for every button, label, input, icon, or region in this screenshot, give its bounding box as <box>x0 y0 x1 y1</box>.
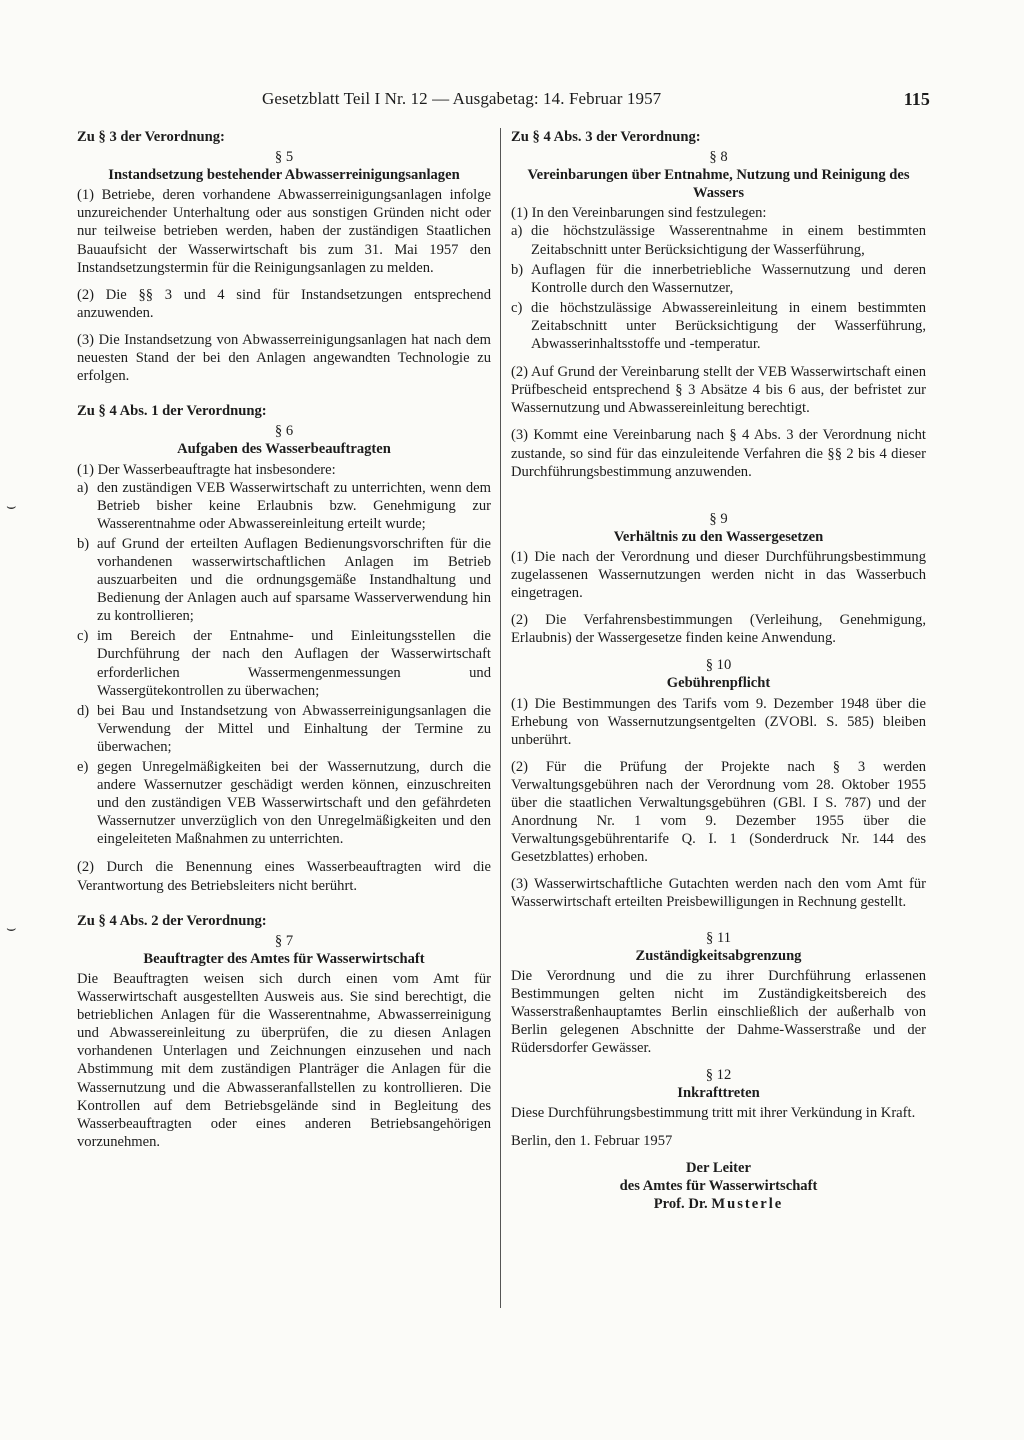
list-item <box>77 758 491 848</box>
paragraph-text: (3) Die Instandsetzung von Abwasserreinigungsanlagen hat nach dem neuesten Stand der bei den Anlagen angewandten Technologie zu erfolgen. <box>77 331 491 385</box>
paragraph-text: (2) Die Verfahrensbestimmungen (Verleihung, Genehmigung, Erlaubnis) der Wassergesetze finden keine Anwendung. <box>511 612 926 647</box>
paragraph-number: § 7 <box>274 932 294 949</box>
list-item-label: e) <box>77 759 89 775</box>
paragraph-text: (2) Für die Prüfung der Projekte nach § 3 werden Verwaltungsgebühren nach der Verordnung vom 28. Oktober 1955 über die staatlichen Verwaltungsgebühren (GBl. I S. 787) und der Anordnung Nr. 1 vom 9. Dezember 1955 über die Verwaltungsgebührentarife Q. I. 1 (Sonderdruck Nr. 144 des Gesetzblattes) erhoben. <box>511 758 926 866</box>
list-item-label: b) <box>511 261 524 278</box>
section-reference: Zu § 4 Abs. 1 der Verordnung: <box>77 403 267 420</box>
column-divider <box>500 128 501 1308</box>
paragraph-text: (1) Betriebe, deren vorhandene Abwasserreinigungsanlagen infolge unzureichender Unterhaltung oder aus sonstigen Gründen nicht oder nur teilweise betrieben werden, haben der zuständigen Staatlichen Bauaufsicht der Wasserwirtschaft bis zum 31. Mai 1957 den Instandsetzungstermin für die Reinigungsanlagen zu melden. <box>77 187 491 276</box>
list-item <box>77 702 491 756</box>
paragraph-number: § 10 <box>705 657 732 674</box>
list-item-text: gegen Unregelmäßigkeiten bei der Wassernutzung, durch die andere Wassernutzer geschädigt werden können, einzuschreiten und den zuständigen VEB Wasserwirtschaft und den gefährdeten Wassernutzer unverzüglich von den Unregelmäßigkeiten und den eingeleiteten Maßnahmen zu unterrichten. <box>97 759 491 848</box>
list-item <box>77 535 491 625</box>
paragraph-text: Diese Durchführungsbestimmung tritt mit ihrer Verkündung in Kraft. <box>511 1105 916 1122</box>
paragraph-title: Aufgaben des Wasserbeauftragten <box>177 441 391 458</box>
paragraph-text: (1) In den Vereinbarungen sind festzulegen: <box>511 205 767 222</box>
right-column <box>511 128 926 1213</box>
signature-name: Musterle <box>711 1195 784 1212</box>
paragraph-text: (1) Die nach der Verordnung und dieser Durchführungsbestimmung zugelassenen Wassernutzungen werden nicht in das Wasserbuch eingetragen. <box>511 548 926 602</box>
paragraph-text: (2) Auf Grund der Vereinbarung stellt der VEB Wasserwirtschaft einen Prüfbescheid entsprechend § 3 Absätze 4 bis 6 aus, der befristet zur Wassernutzung und Abwassereinleitung berechtigt. <box>511 364 926 417</box>
paragraph-text: (3) Wasserwirtschaftliche Gutachten werden nach den vom Amt für Wasserwirtschaft erteilten Preisbewilligungen in Rechnung gestellt. <box>511 876 926 911</box>
paragraph-title: Beauftragter des Amtes für Wasserwirtschaft <box>143 950 425 967</box>
list-item-label: a) <box>77 479 89 496</box>
list-item <box>511 299 926 353</box>
paragraph-number: § 8 <box>709 149 728 166</box>
paragraph-title: Verhältnis zu den Wassergesetzen <box>613 528 824 545</box>
list-item <box>511 261 926 297</box>
paragraph-number: § 12 <box>705 1067 732 1084</box>
paragraph-title: Zuständigkeitsabgrenzung <box>635 947 802 964</box>
paragraph-text: (2) Durch die Benennung eines Wasserbeauftragten wird die Verantwortung des Betriebsleiters nicht berührt. <box>77 859 491 894</box>
list-item-text: Auflagen für die innerbetriebliche Wassernutzung und deren Kontrolle durch den Wassernutzer, <box>531 261 926 296</box>
list-item-text: die höchstzulässige Abwassereinleitung in einem bestimmten Zeitabschnitt unter Berücksichtigung der Wasserführung, Abwasserinhaltsstoffe und -temperatur. <box>531 299 926 353</box>
list-item <box>77 479 491 533</box>
page-header <box>262 89 930 115</box>
section-reference: Zu § 4 Abs. 2 der Verordnung: <box>77 912 267 929</box>
paragraph-number: § 9 <box>709 510 728 527</box>
signature-office: des Amtes für Wasserwirtschaft <box>619 1177 818 1194</box>
paragraph-text: (3) Kommt eine Vereinbarung nach § 4 Abs. 3 der Verordnung nicht zustande, so sind für das einzuleitende Verfahren die §§ 2 bis 4 dieser Durchführungsbestimmung anzuwenden. <box>511 427 926 480</box>
signature-name-prefix: Prof. Dr. <box>653 1195 708 1212</box>
list-item <box>511 222 926 258</box>
margin-mark: ⌣ <box>6 498 17 515</box>
list-item-label: c) <box>511 299 523 316</box>
page-number: 115 <box>903 89 930 109</box>
paragraph-text: (2) Die §§ 3 und 4 sind für Instandsetzungen entsprechend anzuwenden. <box>77 286 491 321</box>
list-item-text: im Bereich der Entnahme- und Einleitungsstellen die Durchführung der nach den Auflagen der Wasserwirtschaft erforderlichen Wassermengenmessungen und Wassergütekontrollen zu überwachen; <box>97 628 491 699</box>
paragraph-title: Inkrafttreten <box>677 1085 760 1102</box>
paragraph-text: Die Verordnung und die zu ihrer Durchführung erlassenen Bestimmungen gelten nicht im Zuständigkeitsbereich des Wasserstraßenhauptamtes Berlin einschließlich der außerhalb von Berlin gelegenen Abschnitte der Dahme-Wasserstraße und der Rüdersdorfer Gewässer. <box>511 967 926 1057</box>
paragraph-title: Gebührenpflicht <box>666 675 771 692</box>
list-item-label: b) <box>77 535 90 552</box>
signature-title: Der Leiter <box>686 1159 751 1176</box>
left-column <box>77 128 491 1160</box>
paragraph-title: Instandsetzung bestehender Abwasserreinigungsanlagen <box>108 167 460 184</box>
paragraph-text: (1) Die Bestimmungen des Tarifs vom 9. Dezember 1948 über die Erhebung von Wassernutzungsentgelten (ZVOBl. S. 585) bleiben unberührt. <box>511 695 926 748</box>
section-reference: Zu § 4 Abs. 3 der Verordnung: <box>511 129 701 145</box>
section-reference: Zu § 3 der Verordnung: <box>77 129 225 145</box>
list-item-label: c) <box>77 628 89 645</box>
margin-mark: ⌣ <box>6 920 17 937</box>
place-date: Berlin, den 1. Februar 1957 <box>511 1132 673 1149</box>
header-title: Gesetzblatt Teil I Nr. 12 — Ausgabetag: 14. Februar 1957 <box>262 89 662 108</box>
paragraph-number: § 6 <box>274 423 294 440</box>
paragraph-text: (1) Der Wasserbeauftragte hat insbesondere: <box>77 461 336 478</box>
list-item-text: bei Bau und Instandsetzung von Abwasserreinigungsanlagen die Verwendung der Mittel und Einhaltung der Termine zu überwachen; <box>97 702 491 755</box>
list-item-label: d) <box>77 702 90 719</box>
list-item-text: auf Grund der erteilten Auflagen Bedienungsvorschriften für die vorhandenen wasserwirtschaftlichen Anlagen im Betrieb auszuarbeiten und die ordnungsgemäße Instandhaltung und Bedienung der Anlagen auch auf sparsame Wasserverwendung hin zu kontrollieren; <box>97 535 491 625</box>
list-item-text: den zuständigen VEB Wasserwirtschaft zu unterrichten, wenn dem Betrieb bisher keine Erlaubnis bzw. Genehmigung zur Wasserentnahme oder Abwassereinleitung erteilt wurde; <box>97 479 491 532</box>
list-item-text: die höchstzulässige Wasserentnahme in einem bestimmten Zeitabschnitt unter Berücksichtigung der Wasserführung, <box>531 223 926 258</box>
paragraph-number: § 5 <box>274 149 294 166</box>
list-item <box>77 627 491 699</box>
paragraph-title: Vereinbarungen über Entnahme, Nutzung und Reinigung des Wassers <box>527 167 910 202</box>
signature-name-line <box>511 1195 926 1213</box>
paragraph-number: § 11 <box>706 929 731 946</box>
paragraph-text: Die Beauftragten weisen sich durch einen vom Amt für Wasserwirtschaft ausgestellten Ausweis aus. Sie sind berechtigt, die betrieblichen Anlagen für die Wasserentnahme, Abwasserreinigung und Abwassereinleitung zu überprüfen, die zu diesen Anlagen vorhandenen Unterlagen und Zeichnungen einzusehen und nach Abstimmung mit dem zuständigen Planträger die Anlagen für die Wassernutzung und die Abwasseranfallstellen zu kontrollieren. Die Kontrollen auf dem Betriebsgelände sind in Begleitung des Wasserbeauftragten oder eines anderen Betriebsangehörigen vorzunehmen. <box>77 970 491 1150</box>
list-item-label: a) <box>511 223 523 240</box>
